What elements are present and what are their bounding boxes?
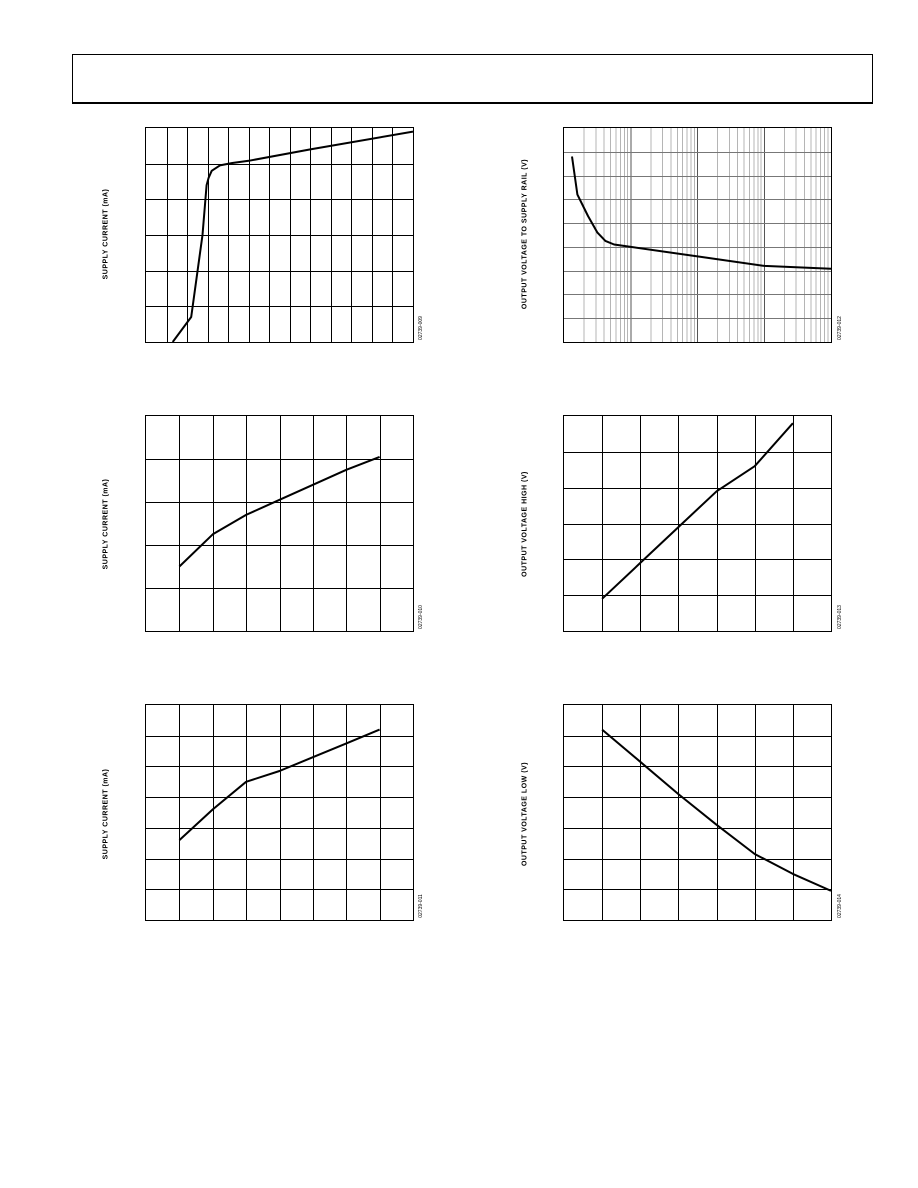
- chart-4-svg: [564, 416, 831, 631]
- chart-6-series-line: [602, 730, 831, 891]
- chart-6-svg: [564, 705, 831, 920]
- chart-1-svg: [146, 128, 413, 342]
- chart-5-series-line: [179, 730, 379, 841]
- chart-2-plot: [563, 127, 832, 343]
- chart-5-svg: [146, 705, 413, 920]
- chart-6-plot: [563, 704, 832, 921]
- chart-3-series-line: [179, 457, 379, 567]
- chart-4-series-line: [602, 423, 793, 599]
- page-header-box: [72, 54, 873, 104]
- chart-1-plot: [145, 127, 414, 343]
- chart-3-svg: [146, 416, 413, 631]
- chart-5-plot: [145, 704, 414, 921]
- chart-2-svg: [564, 128, 831, 342]
- chart-4-plot: [563, 415, 832, 632]
- chart-3-plot: [145, 415, 414, 632]
